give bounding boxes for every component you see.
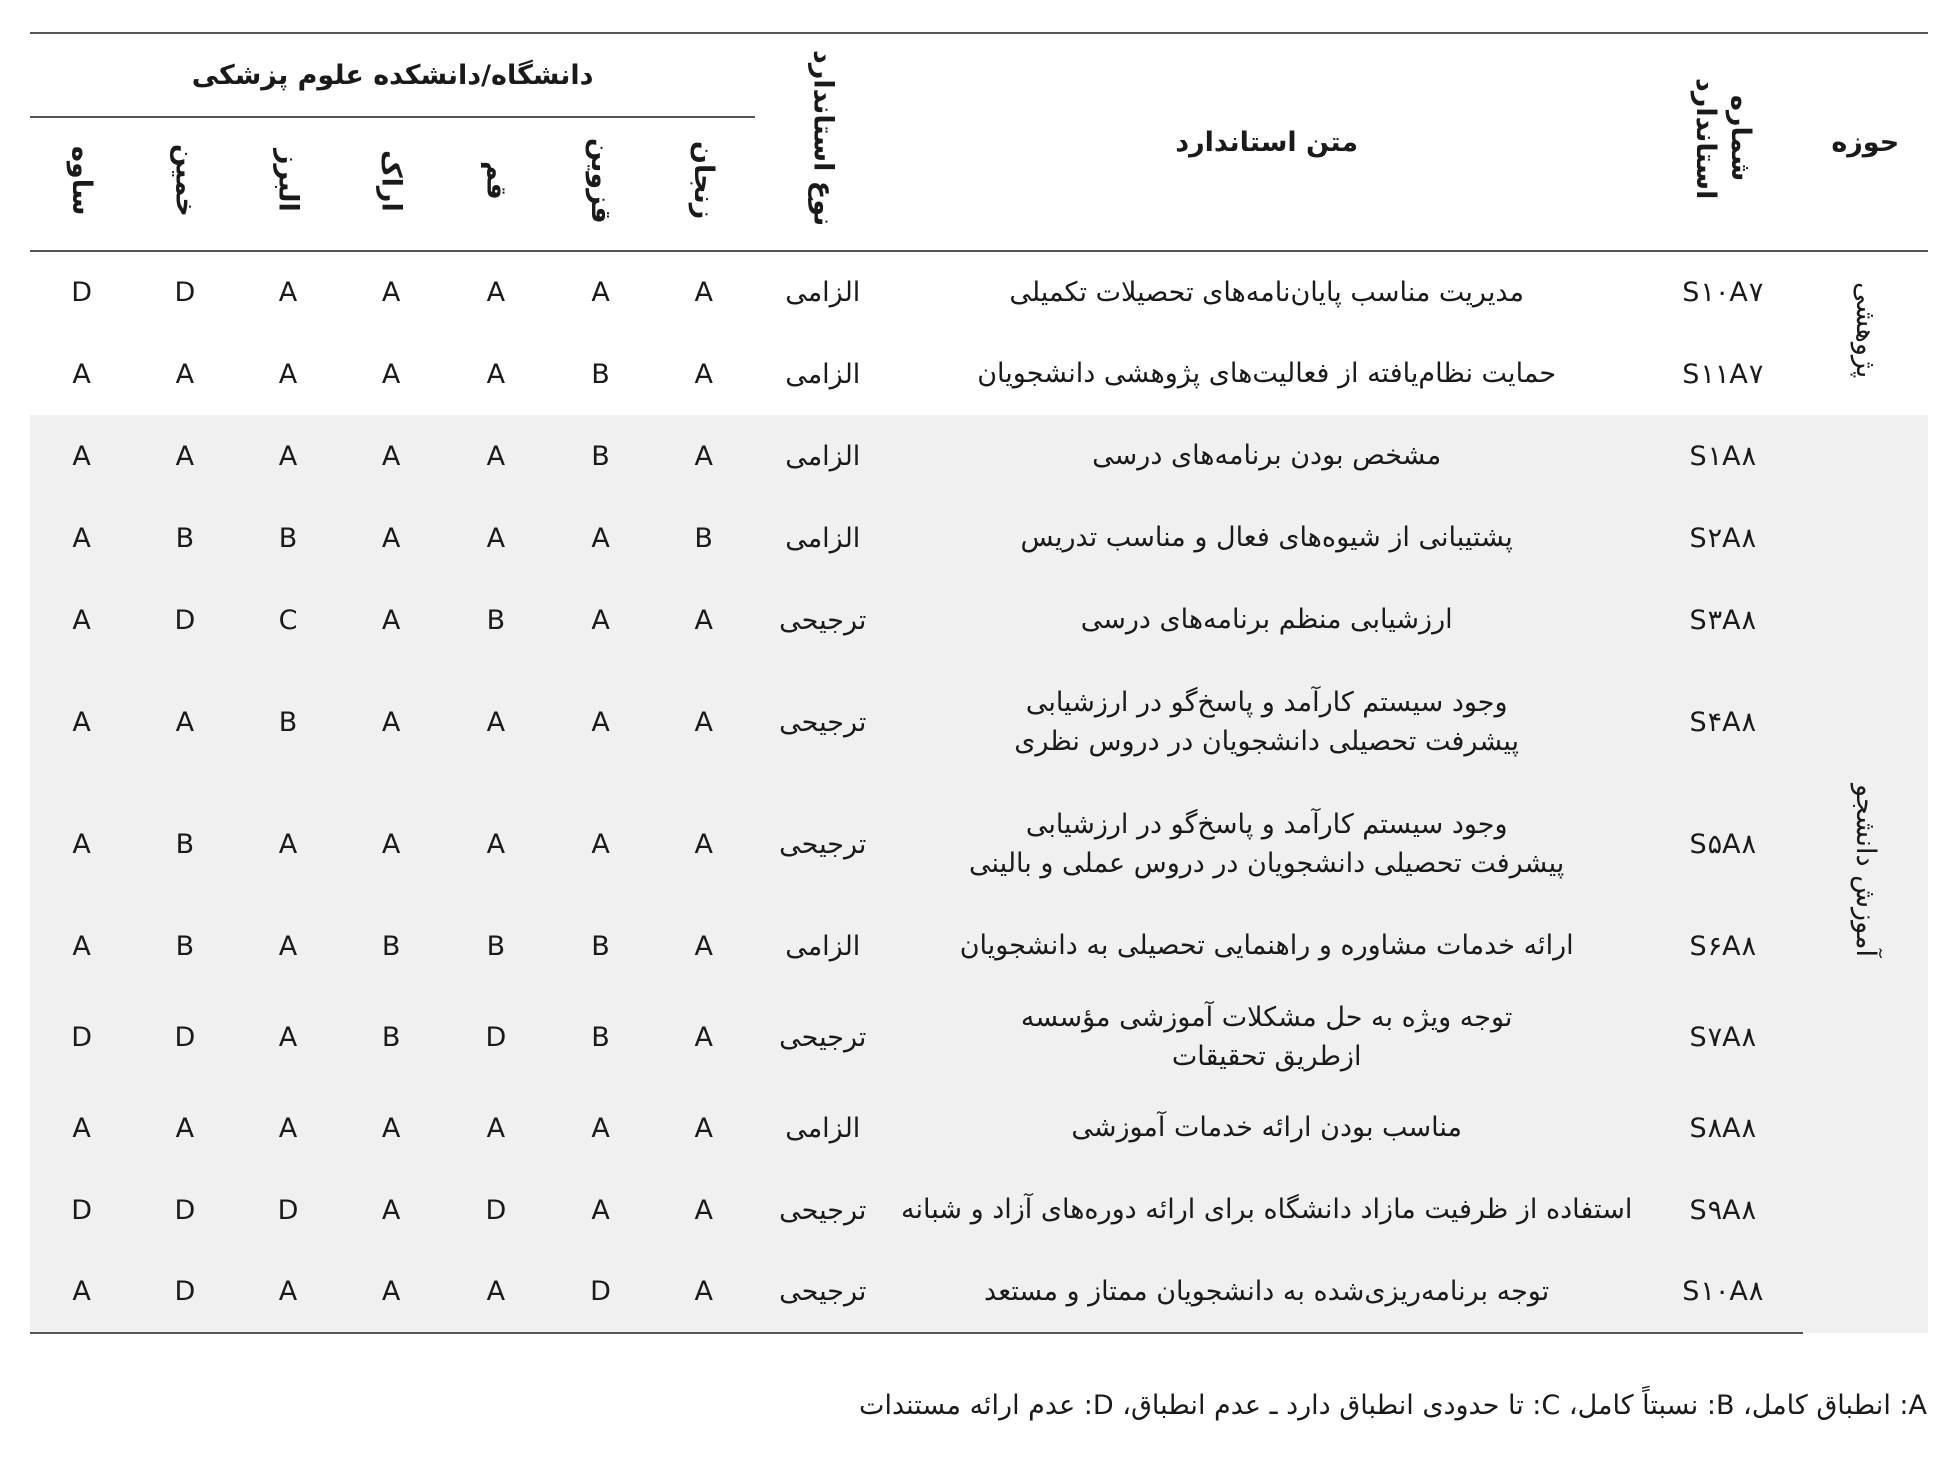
standard-code: S۲A۸ [1643,497,1802,579]
grade-cell: A [30,1087,133,1169]
grade-cell: A [694,277,713,308]
grade-cell: A [591,277,610,308]
footnote [859,1390,1927,1421]
header-university-qom: قم [443,117,549,251]
table-row [30,1251,1928,1333]
standard-text-line: ارائه خدمات مشاوره و راهنمایی تحصیلی به دانشجویان [959,930,1574,962]
table-row [30,661,1928,783]
grade-cell: D [71,277,93,308]
grade-cell: D [30,1169,133,1251]
standard-text-line: حمایت نظام‌یافته از فعالیت‌های پژوهشی دانشجویان [977,358,1557,390]
grade-cell: A [133,661,236,783]
grade-cell: A [30,579,133,661]
header-university-zanjan: زنجان [652,117,755,251]
standard-text-line: وجود سیستم کارآمد و پاسخ‌گو در ارزشیابی [1025,686,1508,718]
grade-cell: A [340,415,443,497]
standard-type: ترجیحی [755,987,890,1087]
table-body [30,251,1928,1333]
grade-cell: A [340,1169,443,1251]
standard-text [890,1087,1643,1169]
grade-cell: A [30,415,133,497]
grade-cell: A [72,358,91,390]
grade-cell: A [652,661,755,783]
header-university-arak: اراک [340,117,443,251]
area-research: پژوهشی [1803,251,1928,415]
grade-cell: A [381,358,401,390]
grade-cell: A [340,661,443,783]
standard-type: الزامی [785,358,861,390]
grade-cell: A [652,987,755,1087]
standard-text [890,251,1643,333]
header-university-qazvin: قزوین [549,117,652,251]
grade-cell: A [278,277,298,308]
standards-table [30,32,1928,1334]
grade-cell: D [133,987,236,1087]
grade-cell: A [340,783,443,905]
standard-text-line: استفاده از ظرفیت مازاد دانشگاه برای ارائه دوره‌های آزاد و شبانه [901,1194,1633,1226]
standard-text [890,783,1643,905]
grade-cell: C [236,579,339,661]
grade-cell: A [443,1251,549,1333]
standard-text [890,1169,1643,1251]
grade-cell: A [236,987,339,1087]
standard-text [890,1251,1643,1333]
grade-cell: B [340,905,443,987]
grade-cell: D [133,1251,236,1333]
grade-cell: A [175,358,195,390]
header-university-khomein: خمین [133,117,236,251]
grade-cell: A [30,497,133,579]
header-universities-group: دانشگاه/دانشکده علوم پزشکی [30,33,755,117]
standard-type: الزامی [755,497,890,579]
standard-type: الزامی [755,415,890,497]
standard-type: ترجیحی [755,1251,890,1333]
standard-type: ترجیحی [755,661,890,783]
standard-type: الزامی [785,277,861,308]
grade-cell: A [652,1087,755,1169]
grade-cell: A [652,579,755,661]
grade-cell: A [133,1087,236,1169]
grade-cell: A [133,415,236,497]
table-row [30,1087,1928,1169]
standard-code: S۱۰A۸ [1643,1251,1802,1333]
table-row [30,497,1928,579]
standard-type: ترجیحی [755,579,890,661]
grade-cell: A [443,497,549,579]
grade-cell: A [340,579,443,661]
table-row [30,579,1928,661]
table-row [30,251,1928,333]
grade-cell: B [236,661,339,783]
grade-cell: A [652,415,755,497]
standard-type: الزامی [755,1087,890,1169]
table-row [30,333,1928,415]
grade-cell: D [174,277,196,308]
standard-code: S۱A۸ [1643,415,1802,497]
standard-text-line: توجه ویژه به حل مشکلات آموزشی مؤسسه [1020,1001,1513,1033]
grade-cell: A [236,783,339,905]
standard-text [890,497,1643,579]
standard-text-line: پیشرفت تحصیلی دانشجویان در دروس عملی و بالینی [969,848,1565,879]
standard-code: S۶A۸ [1643,905,1802,987]
standard-code: S۱۰A۷ [1682,277,1764,308]
grade-cell: A [443,783,549,905]
standard-text [890,661,1643,783]
grade-cell: B [443,579,549,661]
grade-cell: A [652,783,755,905]
grade-cell: A [549,661,652,783]
grade-cell: B [133,905,236,987]
grade-cell: A [443,661,549,783]
standard-code: S۷A۸ [1643,987,1802,1087]
grade-cell: B [236,497,339,579]
grade-cell: D [133,579,236,661]
standard-text-line: ارزشیابی منظم برنامه‌های درسی [1080,604,1453,636]
grade-cell: B [549,905,652,987]
grade-cell: A [340,497,443,579]
standard-text [890,415,1643,497]
grade-cell: B [340,987,443,1087]
grade-cell: A [236,1087,339,1169]
standard-code: S۱۱A۷ [1682,358,1764,390]
grade-cell: A [30,1251,133,1333]
standard-text [890,905,1643,987]
footnote-text: A: انطباق کامل، B: نسبتاً کامل، C: تا حدودی انطباق دارد ـ عدم انطباق، D: عدم ارائه مستندات [859,1390,1927,1421]
grade-cell: A [549,579,652,661]
grade-cell: D [443,987,549,1087]
grade-cell: B [443,905,549,987]
grade-cell: D [236,1169,339,1251]
standard-text-line: مدیریت مناسب پایان‌نامه‌های تحصیلات تکمیلی [1009,276,1524,308]
table-row [30,987,1928,1087]
grade-cell: A [652,1251,755,1333]
grade-cell: A [236,905,339,987]
standard-text-line: مشخص بودن برنامه‌های درسی [1092,440,1442,472]
grade-cell: B [549,987,652,1087]
grade-cell: A [236,1251,339,1333]
standard-text-line: ازطریق تحقیقات [1171,1041,1362,1072]
grade-cell: A [443,415,549,497]
area-education: آموزش دانشجو [1803,415,1928,1333]
grade-cell: A [443,1087,549,1169]
grade-cell: D [133,1169,236,1251]
grade-cell: A [381,277,401,308]
grade-cell: A [549,783,652,905]
header-area: حوزه [1803,33,1928,251]
grade-cell: D [30,987,133,1087]
table-row [30,415,1928,497]
grade-cell: A [652,905,755,987]
standard-text-line: وجود سیستم کارآمد و پاسخ‌گو در ارزشیابی [1025,808,1508,840]
standard-type: ترجیحی [755,1169,890,1251]
table-row [30,1169,1928,1251]
grade-cell: A [30,905,133,987]
standard-text-line: پیشرفت تحصیلی دانشجویان در دروس نظری [1014,726,1520,757]
grade-cell: A [486,358,506,390]
grade-cell: A [278,358,298,390]
standard-text-line: مناسب بودن ارائه خدمات آموزشی [1071,1112,1463,1144]
table-row [30,783,1928,905]
grade-cell: A [236,415,339,497]
grade-cell: B [133,783,236,905]
standard-type: الزامی [755,905,890,987]
grade-cell: A [30,783,133,905]
standard-text [890,579,1643,661]
standard-text [890,987,1643,1087]
grade-cell: A [340,1087,443,1169]
grade-cell: A [340,1251,443,1333]
standard-text-line: توجه برنامه‌ریزی‌شده به دانشجویان ممتاز و مستعد [984,1275,1550,1307]
standard-text [890,333,1643,415]
header-university-alborz: البرز [236,117,339,251]
standard-code: S۳A۸ [1643,579,1802,661]
grade-cell: A [652,1169,755,1251]
header-text: متن استاندارد [890,33,1643,251]
standard-code: S۹A۸ [1643,1169,1802,1251]
grade-cell: D [443,1169,549,1251]
standard-code: S۴A۸ [1643,661,1802,783]
header-type: نوع استاندارد [755,33,890,251]
grade-cell: B [652,497,755,579]
grade-cell: A [30,661,133,783]
standard-code: S۸A۸ [1643,1087,1802,1169]
standard-text-line: پشتیبانی از شیوه‌های فعال و مناسب تدریس [1020,522,1513,554]
grade-cell: A [549,1169,652,1251]
header-code: شماره استاندارد [1643,33,1802,251]
standard-type: ترجیحی [755,783,890,905]
grade-cell: A [549,497,652,579]
grade-cell: B [549,415,652,497]
grade-cell: D [549,1251,652,1333]
grade-cell: A [549,1087,652,1169]
standard-code: S۵A۸ [1643,783,1802,905]
grade-cell: B [591,358,610,390]
header-university-saveh: ساوه [30,117,133,251]
table-row [30,905,1928,987]
grade-cell: B [133,497,236,579]
grade-cell: A [486,277,506,308]
grade-cell: A [694,358,713,390]
